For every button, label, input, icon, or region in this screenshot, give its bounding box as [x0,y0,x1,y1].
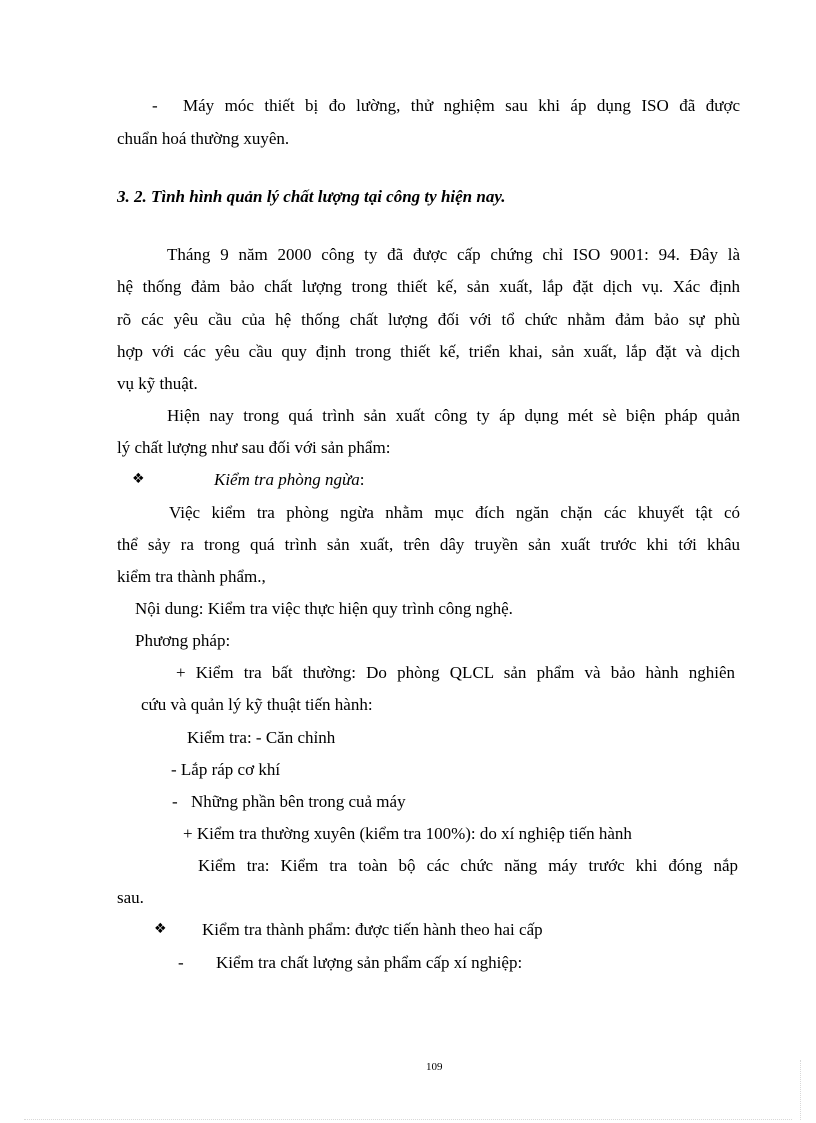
paragraph-line: thể sảy ra trong quá trình sản xuất, trên dây truyền sản xuất trước khi tới khâu [117,535,740,554]
paragraph-line: kiểm tra thành phẩm., [117,567,266,586]
page-edge-divider [800,1060,801,1120]
paragraph-line: + Kiểm tra bất thường: Do phòng QLCL sản phẩm và bảo hành nghiên [176,663,735,682]
paragraph-line: vụ kỹ thuật. [117,374,198,393]
paragraph-line: rõ các yêu cầu của hệ thống chất lượng đối với tổ chức nhằm đảm bảo sự phù [117,310,740,329]
bullet-item: Kiểm tra thành phẩm: được tiến hành theo hai cấp [202,920,543,939]
paragraph-line: sau. [117,888,144,907]
paragraph-line: Máy móc thiết bị đo lường, thử nghiệm sau khi áp dụng ISO đã được [183,96,740,115]
list-dash: - [172,792,178,811]
check-item: Kiểm tra: - Căn chỉnh [187,728,336,747]
paragraph-line: + Kiểm tra thường xuyên (kiểm tra 100%): do xí nghiệp tiến hành [183,824,632,843]
paragraph-line: Việc kiểm tra phòng ngừa nhằm mục đích ngăn chặn các khuyết tật có [169,503,740,522]
check-item: Những phần bên trong cuả máy [191,792,406,811]
paragraph-line: Tháng 9 năm 2000 công ty đã được cấp chứng chỉ ISO 9001: 94. Đây là [167,245,740,264]
section-heading: 3. 2. Tình hình quản lý chất lượng tại công ty hiện nay. [117,187,506,206]
check-item: - Lắp ráp cơ khí [171,760,281,779]
method-label: Phương pháp: [135,631,231,650]
paragraph-line: Kiểm tra chất lượng sản phẩm cấp xí nghiệp: [216,953,523,972]
paragraph-line: Kiểm tra: Kiểm tra toàn bộ các chức năng máy trước khi đóng nắp [198,856,738,875]
diamond-bullet-icon: ❖ [154,921,167,937]
list-dash: - [152,96,158,115]
paragraph-line: cứu và quản lý kỹ thuật tiến hành: [141,695,373,714]
content-line: Nội dung: Kiểm tra việc thực hiện quy trình công nghệ. [135,599,513,618]
list-dash: - [178,953,184,972]
bullet-label: Kiểm tra phòng ngừa [214,470,360,489]
bullet-item [214,469,364,491]
bullet-colon: : [359,470,365,489]
page-number: 109 [426,1061,443,1073]
paragraph-line: Hiện nay trong quá trình sản xuất công ty áp dụng mét sè biện pháp quản [167,406,740,425]
page-edge-divider [24,1119,792,1120]
paragraph-line: chuẩn hoá thường xuyên. [117,129,290,148]
paragraph-line: lý chất lượng như sau đối với sản phẩm: [117,438,391,457]
diamond-bullet-icon: ❖ [132,471,145,487]
paragraph-line: hợp với các yêu cầu quy định trong thiết kế, triển khai, sản xuất, lắp đặt và dịch [117,342,740,361]
paragraph-line: hệ thống đảm bảo chất lượng trong thiết kế, sản xuất, lắp đặt dịch vụ. Xác định [117,277,740,296]
